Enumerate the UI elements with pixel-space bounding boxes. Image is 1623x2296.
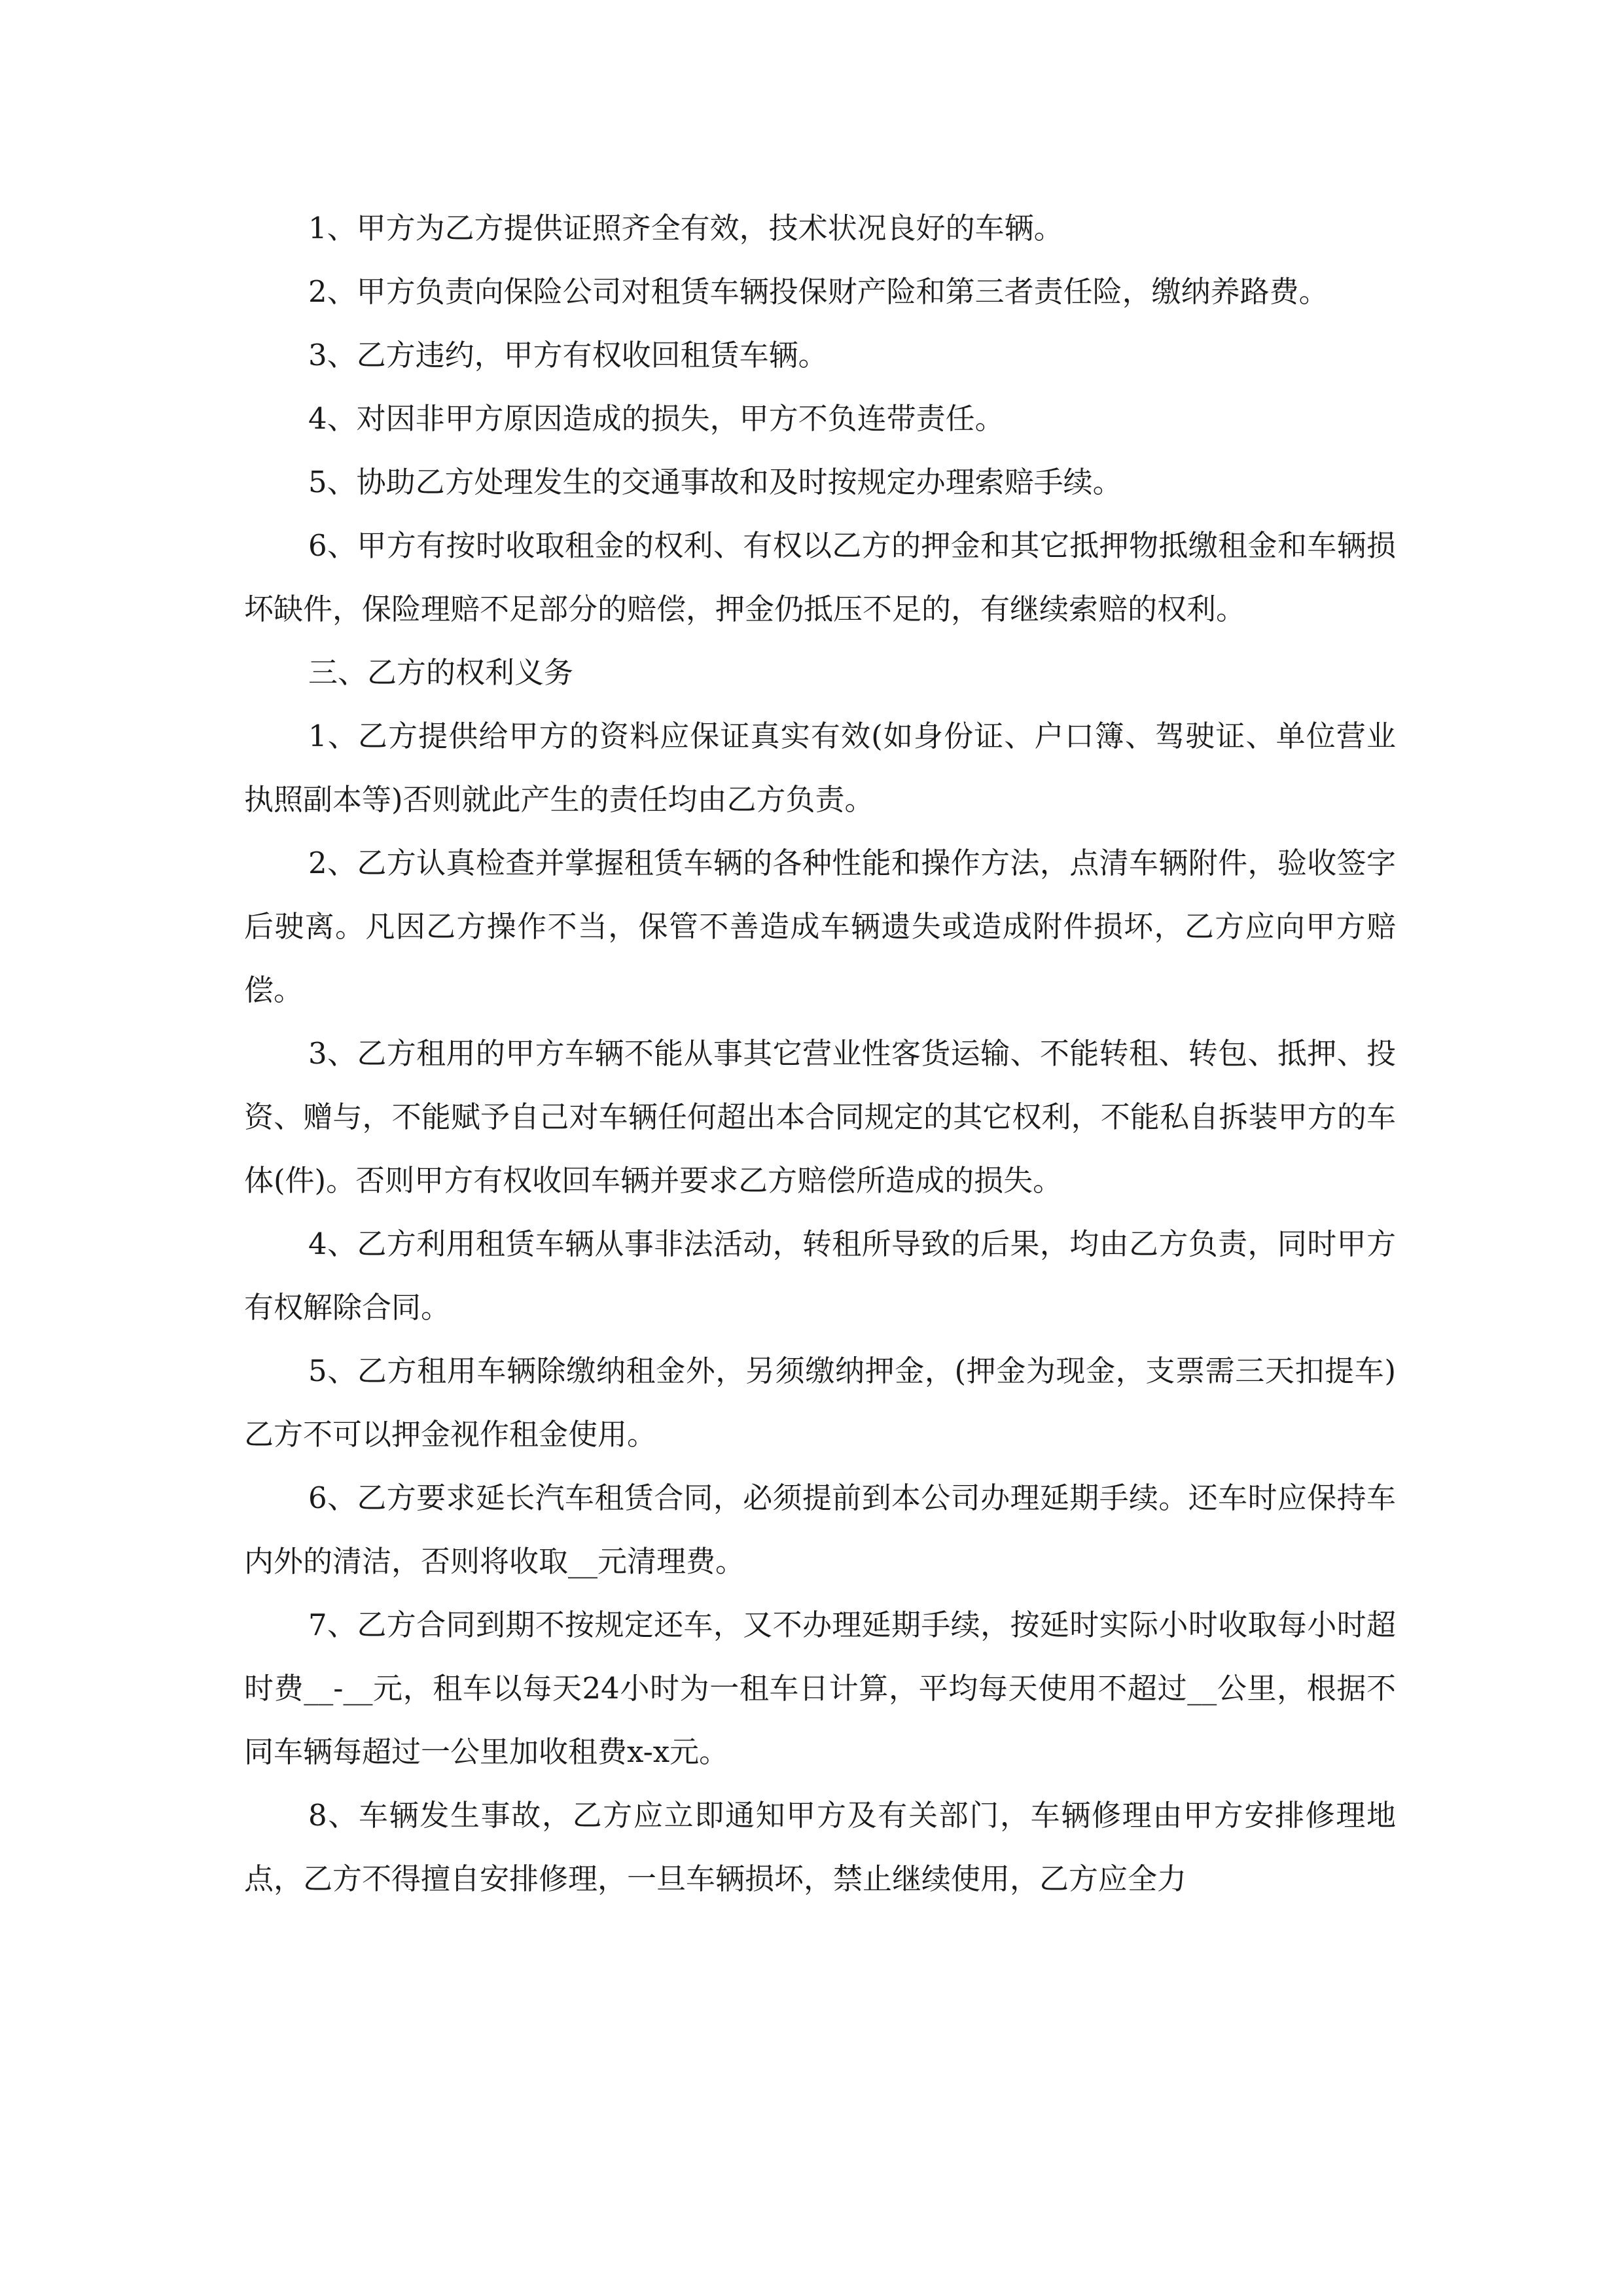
paragraph-b4: 4、乙方利用租赁车辆从事非法活动，转租所导致的后果，均由乙方负责，同时甲方有权解除合同。 bbox=[244, 1227, 1396, 1325]
paragraph-b8: 8、车辆发生事故，乙方应立即通知甲方及有关部门，车辆修理由甲方安排修理地点，乙方不得擅自安排修理，一旦车辆损坏，禁止继续使用，乙方应全力 bbox=[244, 1798, 1396, 1896]
paragraph-b2: 2、乙方认真检查并掌握租赁车辆的各种性能和操作方法，点清车辆附件，验收签字后驶离。凡因乙方操作不当，保管不善造成车辆遗失或造成附件损坏，乙方应向甲方赔偿。 bbox=[244, 846, 1396, 1007]
paragraph-b7: 7、乙方合同到期不按规定还车，又不办理延期手续，按延时实际小时收取每小时超时费__-__元，租车以每天24小时为一租车日计算，平均每天使用不超过__公里，根据不同车辆每超过一公里加收租费x-x元。 bbox=[244, 1607, 1396, 1769]
paragraph-a3: 3、乙方违约，甲方有权收回租赁车辆。 bbox=[308, 338, 828, 372]
document-body bbox=[244, 196, 1396, 1910]
paragraph-a1: 1、甲方为乙方提供证照齐全有效，技术状况良好的车辆。 bbox=[308, 211, 1063, 245]
paragraph-a4: 4、对因非甲方原因造成的损失，甲方不负连带责任。 bbox=[308, 401, 1005, 436]
paragraph-b6: 6、乙方要求延长汽车租赁合同，必须提前到本公司办理延期手续。还车时应保持车内外的清洁，否则将收取__元清理费。 bbox=[244, 1480, 1396, 1579]
paragraph-a2: 2、甲方负责向保险公司对租赁车辆投保财产险和第三者责任险，缴纳养路费。 bbox=[308, 274, 1329, 309]
paragraph-b1: 1、乙方提供给甲方的资料应保证真实有效(如身份证、户口簿、驾驶证、单位营业执照副本等)否则就此产生的责任均由乙方负责。 bbox=[244, 719, 1396, 817]
section-heading: 三、乙方的权利义务 bbox=[308, 655, 574, 690]
paragraph-b5: 5、乙方租用车辆除缴纳租金外，另须缴纳押金，(押金为现金，支票需三天扣提车)乙方不可以押金视作租金使用。 bbox=[244, 1354, 1396, 1452]
paragraph-a5: 5、协助乙方处理发生的交通事故和及时按规定办理索赔手续。 bbox=[308, 465, 1122, 499]
paragraph-a6: 6、甲方有按时收取租金的权利、有权以乙方的押金和其它抵押物抵缴租金和车辆损坏缺件，保险理赔不足部分的赔偿，押金仍抵压不足的，有继续索赔的权利。 bbox=[244, 528, 1396, 626]
paragraph-b3: 3、乙方租用的甲方车辆不能从事其它营业性客货运输、不能转租、转包、抵押、投资、赠与，不能赋予自己对车辆任何超出本合同规定的其它权利，不能私自拆装甲方的车体(件)。否则甲方有权收回车辆并要求乙方赔偿所造成的损失。 bbox=[244, 1036, 1396, 1198]
